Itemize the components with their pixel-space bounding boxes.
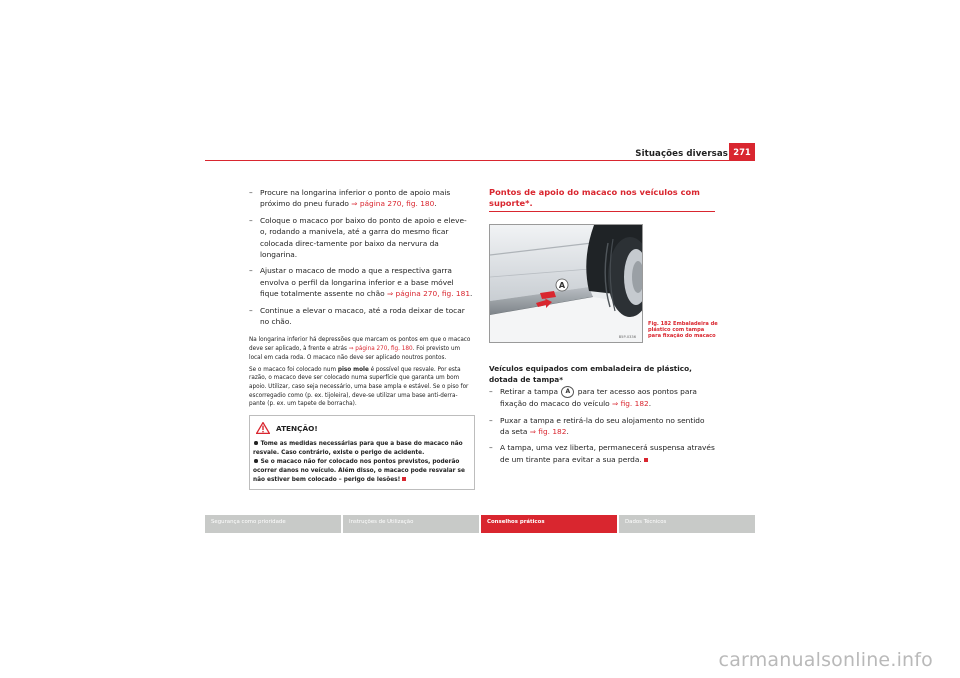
end-marker-icon — [644, 458, 648, 462]
page-number: 271 — [729, 143, 755, 161]
watermark: carmanualsonline.info — [718, 649, 933, 671]
figure-link[interactable]: ⇒ fig. 182 — [529, 427, 567, 436]
warning-body — [250, 440, 474, 489]
left-column — [249, 187, 473, 490]
warning-item — [253, 440, 470, 458]
info-paragraph — [249, 366, 473, 410]
footer-tabs — [205, 515, 755, 533]
figure-label-a: A — [558, 281, 566, 290]
figure-code: B5P-0336 — [618, 335, 636, 339]
footer-tab-conselhos[interactable]: Conselhos práticos — [481, 515, 617, 533]
section-title: Pontos de apoio do macaco nos veículos com suporte*. — [489, 187, 715, 212]
info-paragraph — [249, 336, 473, 362]
paragraph-text: é possível que resvale. Por esta razão, o macaco deve ser colocado numa superfície que garanta um bom apoio. Utilizar, caso seja necessário, uma base ampla e estável. Se o piso for escorregadio como (p. ex. tijoleira), deve-se utilizar uma base anti-derra-pante (p. ex. um tapete de borracha). — [249, 366, 469, 408]
figure-caption: Fig. 182 Embaladeira de plástico com tampa para fixação do macaco — [648, 321, 718, 340]
page-link[interactable]: ⇒ página 270, fig. 181 — [387, 289, 471, 299]
step-tail: . — [434, 199, 437, 209]
footer-tab-dados[interactable]: Dados Técnicos — [619, 515, 755, 533]
step-text: para ter acesso aos pontos para fixação do macaco do veículo — [500, 387, 697, 409]
warning-title: ATENÇÃO! — [276, 424, 318, 434]
warning-item-text: Se o macaco não for colocado nos pontos previstos, poderão ocorrer danos no veículo. Além disso, o macaco pode resvalar se não estiver bem colocado – perigo de lesões! — [253, 459, 465, 484]
figure-block — [489, 224, 718, 344]
step-item — [249, 187, 473, 210]
step-item — [249, 215, 473, 261]
step-item — [249, 265, 473, 299]
step-tail: . — [648, 399, 652, 409]
bullet-dot-icon — [254, 459, 258, 463]
right-column — [489, 187, 718, 470]
paragraph-text: Na longarina inferior há depressões que marcam os pontos em que o macaco deve ser aplicado, à frente e atrás — [249, 337, 471, 353]
page-link[interactable]: ⇒ página 270, fig. 180 — [351, 199, 435, 209]
section-header-title: Situações diversas — [635, 149, 728, 159]
step-text: A tampa, uma vez liberta, permanecerá suspensa através de um tirante para evitar a sua perda. — [500, 443, 715, 464]
step-tail: . — [470, 289, 473, 299]
subheading: Veículos equipados com embaladeira de plástico, dotada de tampa* — [489, 364, 692, 384]
warning-item — [253, 458, 470, 485]
dash-marker: – — [489, 415, 493, 425]
dash-marker: – — [489, 387, 493, 397]
step-item — [489, 442, 715, 465]
dash-marker: – — [489, 443, 493, 453]
dash-marker: – — [249, 305, 253, 315]
dash-marker: – — [249, 188, 253, 197]
dash-marker: – — [249, 266, 253, 276]
step-item — [489, 386, 715, 409]
emphasis-text: piso mole — [337, 366, 369, 373]
bullet-dot-icon — [254, 441, 258, 445]
footer-tab-seguranca[interactable]: Segurança como prioridade — [205, 515, 341, 533]
step-text: Ajustar o macaco de modo a que a respectiva garra envolva o perfil da longarina inferior e a base móvel fique totalmente assente no chão — [260, 266, 454, 299]
step-text: Coloque o macaco por baixo do ponto de apoio e eleve-o, rodando a manivela, até a garra do mesmo ficar colocada direc-tamente por baixo da nervura da longarina. — [260, 215, 467, 260]
step-text: Continue a elevar o macaco, até a roda deixar de tocar no chão. — [260, 305, 465, 327]
page-link[interactable]: ⇒ página 270, fig. 180 — [348, 346, 413, 353]
paragraph-text: . Foi previsto um local em cada roda. O macaco não deve ser aplicado noutros pontos. — [249, 346, 461, 361]
step-item — [249, 305, 473, 328]
figure-image — [489, 224, 643, 343]
car-sill-illustration — [490, 225, 642, 342]
dash-marker: – — [249, 215, 253, 225]
step-text: Puxar a tampa e retirá-la do seu alojamento no sentido da seta — [500, 415, 705, 436]
end-marker-icon — [402, 477, 406, 481]
callout-a-badge: A — [561, 386, 574, 398]
warning-box — [249, 415, 475, 490]
warning-triangle-icon — [256, 419, 270, 438]
warning-item-text: Tome as medidas necessárias para que a base do macaco não resvale. Caso contrário, existe o perigo de acidente. — [253, 441, 463, 457]
step-text: Procure na longarina inferior o ponto de apoio mais próximo do pneu furado — [260, 188, 451, 209]
step-text: Retirar a tampa — [500, 387, 561, 397]
footer-tab-instrucoes[interactable]: Instruções de Utilização — [343, 515, 479, 533]
step-tail: . — [566, 427, 569, 436]
figure-link[interactable]: ⇒ fig. 182 — [612, 399, 649, 409]
header-rule — [205, 160, 755, 161]
paragraph-text: Se o macaco foi colocado num — [249, 366, 338, 373]
warning-header — [250, 416, 474, 440]
step-item — [489, 415, 715, 438]
